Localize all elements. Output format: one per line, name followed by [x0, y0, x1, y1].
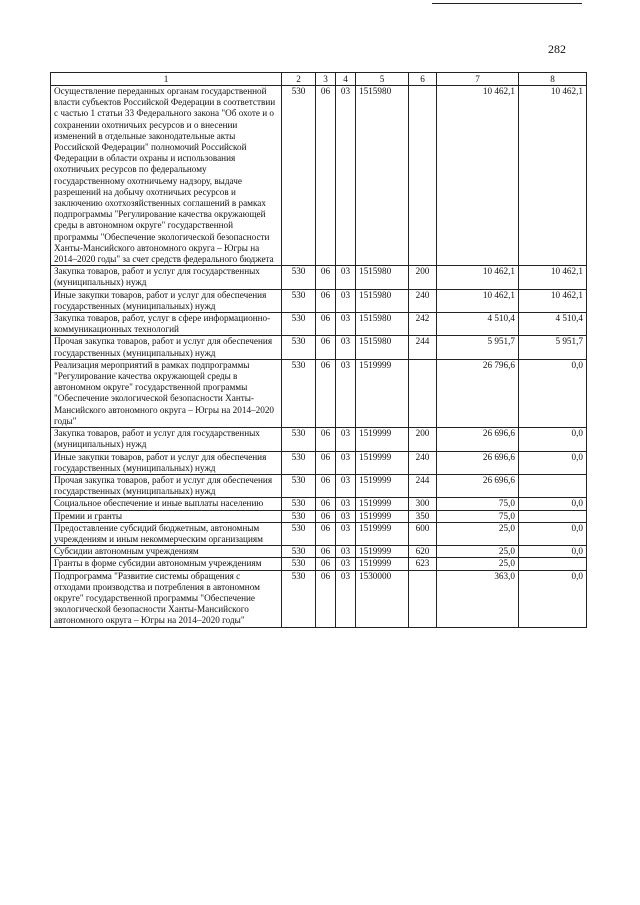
cell-col4: 03	[336, 289, 356, 312]
cell-col6: 620	[409, 546, 437, 558]
col-header: 7	[437, 73, 519, 86]
table-row	[51, 86, 587, 266]
cell-col7: 25,0	[437, 546, 519, 558]
top-rule	[432, 3, 582, 4]
table-row	[51, 522, 587, 545]
cell-col2: 530	[282, 570, 316, 627]
cell-col4: 03	[336, 428, 356, 451]
cell-col2: 530	[282, 313, 316, 336]
cell-col6: 300	[409, 498, 437, 510]
cell-col2: 530	[282, 558, 316, 570]
cell-col8: 0,0	[519, 359, 587, 427]
table-row	[51, 266, 587, 289]
cell-col6	[409, 570, 437, 627]
cell-col5: 1519999	[356, 428, 409, 451]
cell-col7: 5 951,7	[437, 336, 519, 359]
cell-name: Предоставление субсидий бюджетным, автономным учреждениям и иным некоммерческим организациям	[51, 522, 282, 545]
cell-name: Социальное обеспечение и иные выплаты населению	[51, 498, 282, 510]
cell-col8: 0,0	[519, 546, 587, 558]
cell-name: Осуществление переданных органам государственной власти субъектов Российской Федерации в соответствии с частью 1 статьи 33 Федерального закона "Об охоте и о сохранении охотничьих ресурсов и о внесении изменений в отдельные законодательные акты Российской Федерации" полномочий Российской Федерации в области охраны и использования охотничьих ресурсов по федеральному государственному охотничьему надзору, выдаче разрешений на добычу охотничьих ресурсов и заключению охотхозяйственных соглашений в рамках подпрограммы "Регулирование качества окружающей среды в автономном округе" государственной программы "Обеспечение экологической безопасности Ханты-Мансийского автономного округа – Югры на 2014–2020 годы" за счет средств федерального бюджета	[51, 86, 282, 266]
table-row	[51, 558, 587, 570]
cell-col7: 363,0	[437, 570, 519, 627]
table-row	[51, 570, 587, 627]
cell-col6: 242	[409, 313, 437, 336]
col-header: 4	[336, 73, 356, 86]
cell-col8: 10 462,1	[519, 86, 587, 266]
cell-col7: 10 462,1	[437, 86, 519, 266]
cell-col4: 03	[336, 522, 356, 545]
cell-name: Закупка товаров, работ, услуг в сфере информационно-коммуникационных технологий	[51, 313, 282, 336]
table-row	[51, 546, 587, 558]
cell-col4: 03	[336, 336, 356, 359]
table-row	[51, 313, 587, 336]
cell-col5: 1515980	[356, 336, 409, 359]
cell-col8: 0,0	[519, 498, 587, 510]
page-number: 282	[548, 42, 566, 56]
cell-col2: 530	[282, 522, 316, 545]
cell-col4: 03	[336, 451, 356, 474]
cell-col3: 06	[316, 510, 336, 522]
table-row	[51, 498, 587, 510]
cell-col5: 1519999	[356, 474, 409, 497]
cell-col8: 0,0	[519, 451, 587, 474]
col-header: 8	[519, 73, 587, 86]
table-row	[51, 510, 587, 522]
cell-col2: 530	[282, 474, 316, 497]
cell-col8: 0,0	[519, 428, 587, 451]
cell-col4: 03	[336, 498, 356, 510]
cell-name: Премии и гранты	[51, 510, 282, 522]
cell-col6: 240	[409, 289, 437, 312]
cell-col5: 1519999	[356, 546, 409, 558]
cell-col8	[519, 474, 587, 497]
cell-col7: 4 510,4	[437, 313, 519, 336]
table-row	[51, 336, 587, 359]
cell-col3: 06	[316, 86, 336, 266]
cell-col5: 1515980	[356, 266, 409, 289]
cell-col5: 1519999	[356, 451, 409, 474]
cell-col8: 0,0	[519, 570, 587, 627]
cell-col2: 530	[282, 546, 316, 558]
cell-col8: 5 951,7	[519, 336, 587, 359]
col-header: 6	[409, 73, 437, 86]
cell-name: Прочая закупка товаров, работ и услуг для обеспечения государственных (муниципальных) нужд	[51, 336, 282, 359]
cell-col7: 10 462,1	[437, 289, 519, 312]
cell-col3: 06	[316, 428, 336, 451]
cell-col7: 25,0	[437, 522, 519, 545]
cell-col7: 26 696,6	[437, 451, 519, 474]
cell-col2: 530	[282, 510, 316, 522]
col-header: 2	[282, 73, 316, 86]
cell-col5: 1515980	[356, 313, 409, 336]
cell-col6: 200	[409, 266, 437, 289]
cell-col6: 350	[409, 510, 437, 522]
cell-col3: 06	[316, 289, 336, 312]
cell-col8	[519, 510, 587, 522]
cell-col2: 530	[282, 266, 316, 289]
cell-col3: 06	[316, 336, 336, 359]
cell-col6	[409, 86, 437, 266]
cell-col6: 244	[409, 336, 437, 359]
col-header: 3	[316, 73, 336, 86]
cell-col7: 75,0	[437, 498, 519, 510]
cell-col8: 10 462,1	[519, 289, 587, 312]
budget-table	[50, 72, 587, 628]
cell-name: Гранты в форме субсидии автономным учреждениям	[51, 558, 282, 570]
cell-col7: 26 696,6	[437, 428, 519, 451]
cell-col4: 03	[336, 474, 356, 497]
cell-col7: 25,0	[437, 558, 519, 570]
cell-col4: 03	[336, 570, 356, 627]
cell-col8: 10 462,1	[519, 266, 587, 289]
cell-col5: 1519999	[356, 498, 409, 510]
cell-col2: 530	[282, 359, 316, 427]
cell-col3: 06	[316, 522, 336, 545]
cell-col5: 1519999	[356, 558, 409, 570]
table-row	[51, 451, 587, 474]
cell-name: Закупка товаров, работ и услуг для государственных (муниципальных) нужд	[51, 266, 282, 289]
cell-col5: 1515980	[356, 86, 409, 266]
cell-name: Реализация мероприятий в рамках подпрограммы "Регулирование качества окружающей среды в автономном округе" государственной программы "Обеспечение экологической безопасности Ханты-Мансийского автономного округа – Югры на 2014–2020 годы"	[51, 359, 282, 427]
cell-col7: 26 796,6	[437, 359, 519, 427]
cell-name: Иные закупки товаров, работ и услуг для обеспечения государственных (муниципальных) нужд	[51, 289, 282, 312]
cell-col3: 06	[316, 570, 336, 627]
cell-col4: 03	[336, 266, 356, 289]
cell-col4: 03	[336, 359, 356, 427]
cell-col6: 623	[409, 558, 437, 570]
col-header: 1	[51, 73, 282, 86]
cell-col4: 03	[336, 546, 356, 558]
header-row	[51, 73, 587, 86]
cell-col7: 10 462,1	[437, 266, 519, 289]
cell-col3: 06	[316, 266, 336, 289]
cell-name: Иные закупки товаров, работ и услуг для обеспечения государственных (муниципальных) нужд	[51, 451, 282, 474]
cell-col8: 4 510,4	[519, 313, 587, 336]
cell-col6: 244	[409, 474, 437, 497]
cell-col5: 1530000	[356, 570, 409, 627]
table-row	[51, 428, 587, 451]
cell-col3: 06	[316, 498, 336, 510]
cell-col3: 06	[316, 546, 336, 558]
cell-col4: 03	[336, 510, 356, 522]
cell-name: Субсидии автономным учреждениям	[51, 546, 282, 558]
cell-col2: 530	[282, 336, 316, 359]
cell-col5: 1519999	[356, 510, 409, 522]
cell-col7: 75,0	[437, 510, 519, 522]
cell-col6: 240	[409, 451, 437, 474]
cell-col2: 530	[282, 451, 316, 474]
cell-col5: 1515980	[356, 289, 409, 312]
cell-col3: 06	[316, 474, 336, 497]
cell-col7: 26 696,6	[437, 474, 519, 497]
cell-col3: 06	[316, 359, 336, 427]
cell-col4: 03	[336, 86, 356, 266]
table-row	[51, 359, 587, 427]
cell-col2: 530	[282, 86, 316, 266]
cell-col8: 0,0	[519, 522, 587, 545]
cell-col2: 530	[282, 289, 316, 312]
cell-col4: 03	[336, 313, 356, 336]
cell-col3: 06	[316, 313, 336, 336]
table-row	[51, 289, 587, 312]
table-row	[51, 474, 587, 497]
cell-col5: 1519999	[356, 359, 409, 427]
cell-name: Прочая закупка товаров, работ и услуг для обеспечения государственных (муниципальных) нужд	[51, 474, 282, 497]
cell-col6: 600	[409, 522, 437, 545]
cell-name: Подпрограмма "Развитие системы обращения с отходами производства и потребления в автономном округе" государственной программы "Обеспечение экологической безопасности Ханты-Мансийского автономного округа – Югры на 2014–2020 годы"	[51, 570, 282, 627]
cell-col8	[519, 558, 587, 570]
cell-col5: 1519999	[356, 522, 409, 545]
cell-col6	[409, 359, 437, 427]
cell-name: Закупка товаров, работ и услуг для государственных (муниципальных) нужд	[51, 428, 282, 451]
cell-col3: 06	[316, 451, 336, 474]
cell-col2: 530	[282, 498, 316, 510]
col-header: 5	[356, 73, 409, 86]
cell-col2: 530	[282, 428, 316, 451]
cell-col4: 03	[336, 558, 356, 570]
cell-col3: 06	[316, 558, 336, 570]
cell-col6: 200	[409, 428, 437, 451]
